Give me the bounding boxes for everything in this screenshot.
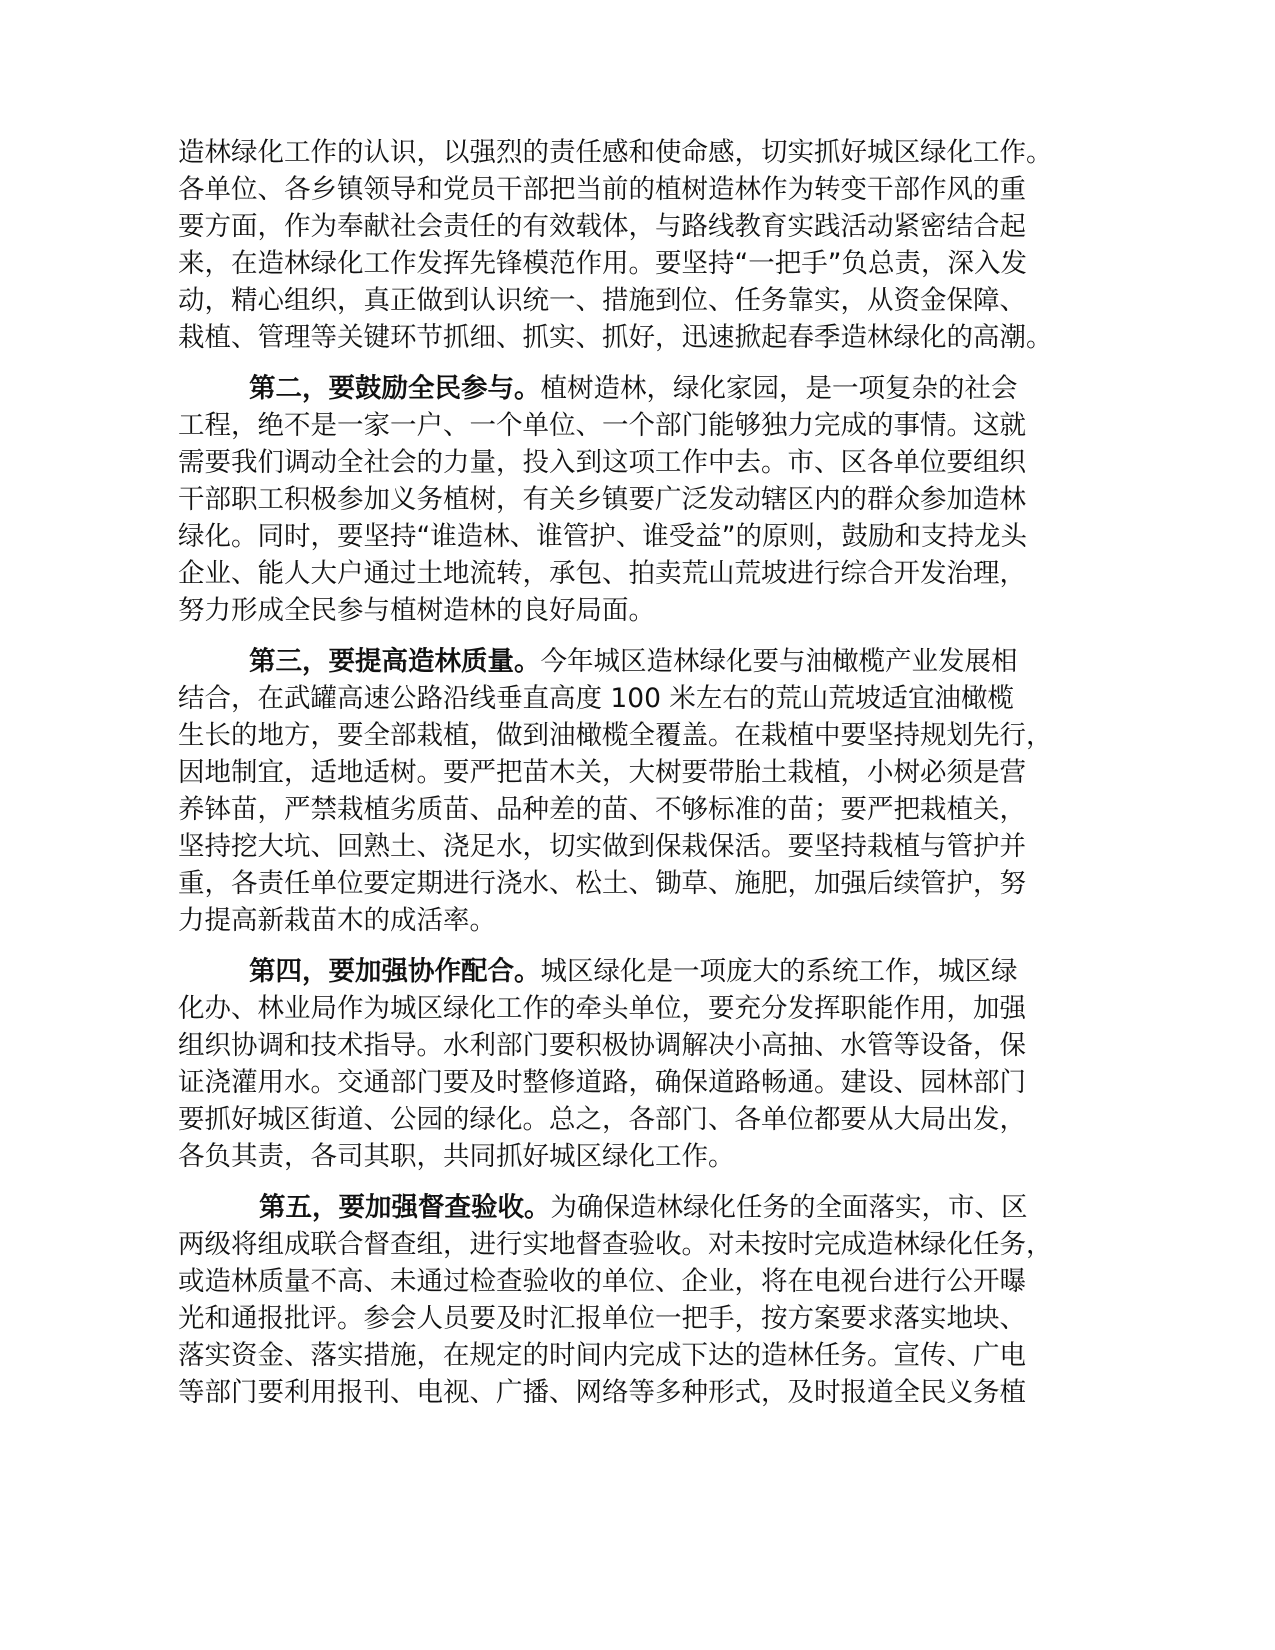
text-line: 落实资金、落实措施，在规定的时间内完成下达的造林任务。宣传、广电 — [178, 1340, 1026, 1371]
text-run: 城区绿化是一项庞大的系统工作，城区绿 — [540, 956, 1018, 987]
text-run: 为确保造林绿化任务的全面落实，市、区 — [550, 1192, 1028, 1223]
text-line: 需要我们调动全社会的力量，投入到这项工作中去。市、区各单位要组织 — [178, 447, 1026, 478]
text-line: 努力形成全民参与植树造林的良好局面。 — [178, 595, 655, 626]
text-line: 组织协调和技术指导。水利部门要积极协调解决小高抽、水管等设备，保 — [178, 1030, 1026, 1061]
paragraph-fourth-point — [178, 953, 1058, 1175]
text-line — [178, 1189, 1058, 1226]
text-line: 或造林质量不高、未通过检查验收的单位、企业，将在电视台进行公开曝 — [178, 1266, 1026, 1297]
text-line: 等部门要利用报刊、电视、广播、网络等多种形式，及时报道全民义务植 — [178, 1377, 1026, 1408]
paragraph-heading: 第二，要鼓励全民参与。 — [249, 373, 541, 404]
text-line: 证浇灌用水。交通部门要及时整修道路，确保道路畅通。建设、园林部门 — [178, 1067, 1026, 1098]
text-line: 两级将组成联合督查组，进行实地督查验收。对未按时完成造林绿化任务， — [178, 1229, 1053, 1260]
paragraph-continuation — [178, 134, 1058, 356]
paragraph-heading: 第五，要加强督查验收。 — [259, 1192, 551, 1223]
text-line: 各负其责，各司其职，共同抓好城区绿化工作。 — [178, 1141, 735, 1172]
text-line: 绿化。同时，要坚持“谁造林、谁管护、谁受益”的原则，鼓励和支持龙头 — [178, 521, 1027, 552]
text-line: 化办、林业局作为城区绿化工作的牵头单位，要充分发挥职能作用，加强 — [178, 993, 1026, 1024]
text-line: 结合，在武罐高速公路沿线垂直高度 100 米左右的荒山荒坡适宜油橄榄 — [178, 683, 1014, 714]
text-line: 各单位、各乡镇领导和党员干部把当前的植树造林作为转变干部作风的重 — [178, 174, 1026, 205]
paragraph-fifth-point — [178, 1189, 1058, 1411]
paragraph-heading: 第三，要提高造林质量。 — [249, 646, 541, 677]
text-line: 重，各责任单位要定期进行浇水、松土、锄草、施肥，加强后续管护，努 — [178, 868, 1026, 899]
paragraph-third-point — [178, 643, 1058, 939]
text-line: 因地制宜，适地适树。要严把苗木关，大树要带胎土栽植，小树必须是营 — [178, 757, 1026, 788]
text-line — [178, 953, 1058, 990]
paragraph-second-point — [178, 370, 1058, 629]
document-page — [178, 134, 1058, 1425]
text-line — [178, 643, 1058, 680]
text-line: 来，在造林绿化工作发挥先锋模范作用。要坚持“一把手”负总责，深入发 — [178, 248, 1027, 279]
text-run: 今年城区造林绿化要与油橄榄产业发展相 — [540, 646, 1018, 677]
text-line: 栽植、管理等关键环节抓细、抓实、抓好，迅速掀起春季造林绿化的高潮。 — [178, 322, 1053, 353]
text-run: 植树造林，绿化家园，是一项复杂的社会 — [540, 373, 1018, 404]
text-line: 生长的地方，要全部栽植，做到油橄榄全覆盖。在栽植中要坚持规划先行， — [178, 720, 1053, 751]
text-line: 力提高新栽苗木的成活率。 — [178, 905, 496, 936]
text-line: 工程，绝不是一家一户、一个单位、一个部门能够独力完成的事情。这就 — [178, 410, 1026, 441]
text-line — [178, 370, 1058, 407]
text-line: 养钵苗，严禁栽植劣质苗、品种差的苗、不够标准的苗；要严把栽植关， — [178, 794, 1026, 825]
text-line: 坚持挖大坑、回熟土、浇足水，切实做到保栽保活。要坚持栽植与管护并 — [178, 831, 1026, 862]
text-line: 干部职工积极参加义务植树，有关乡镇要广泛发动辖区内的群众参加造林 — [178, 484, 1026, 515]
text-line: 要抓好城区街道、公园的绿化。总之，各部门、各单位都要从大局出发， — [178, 1104, 1026, 1135]
text-line: 要方面，作为奉献社会责任的有效载体，与路线教育实践活动紧密结合起 — [178, 211, 1026, 242]
text-line: 动，精心组织，真正做到认识统一、措施到位、任务靠实，从资金保障、 — [178, 285, 1026, 316]
text-line: 造林绿化工作的认识，以强烈的责任感和使命感，切实抓好城区绿化工作。 — [178, 137, 1053, 168]
text-line: 企业、能人大户通过土地流转，承包、拍卖荒山荒坡进行综合开发治理， — [178, 558, 1026, 589]
text-line: 光和通报批评。参会人员要及时汇报单位一把手，按方案要求落实地块、 — [178, 1303, 1026, 1334]
paragraph-heading: 第四，要加强协作配合。 — [249, 956, 541, 987]
